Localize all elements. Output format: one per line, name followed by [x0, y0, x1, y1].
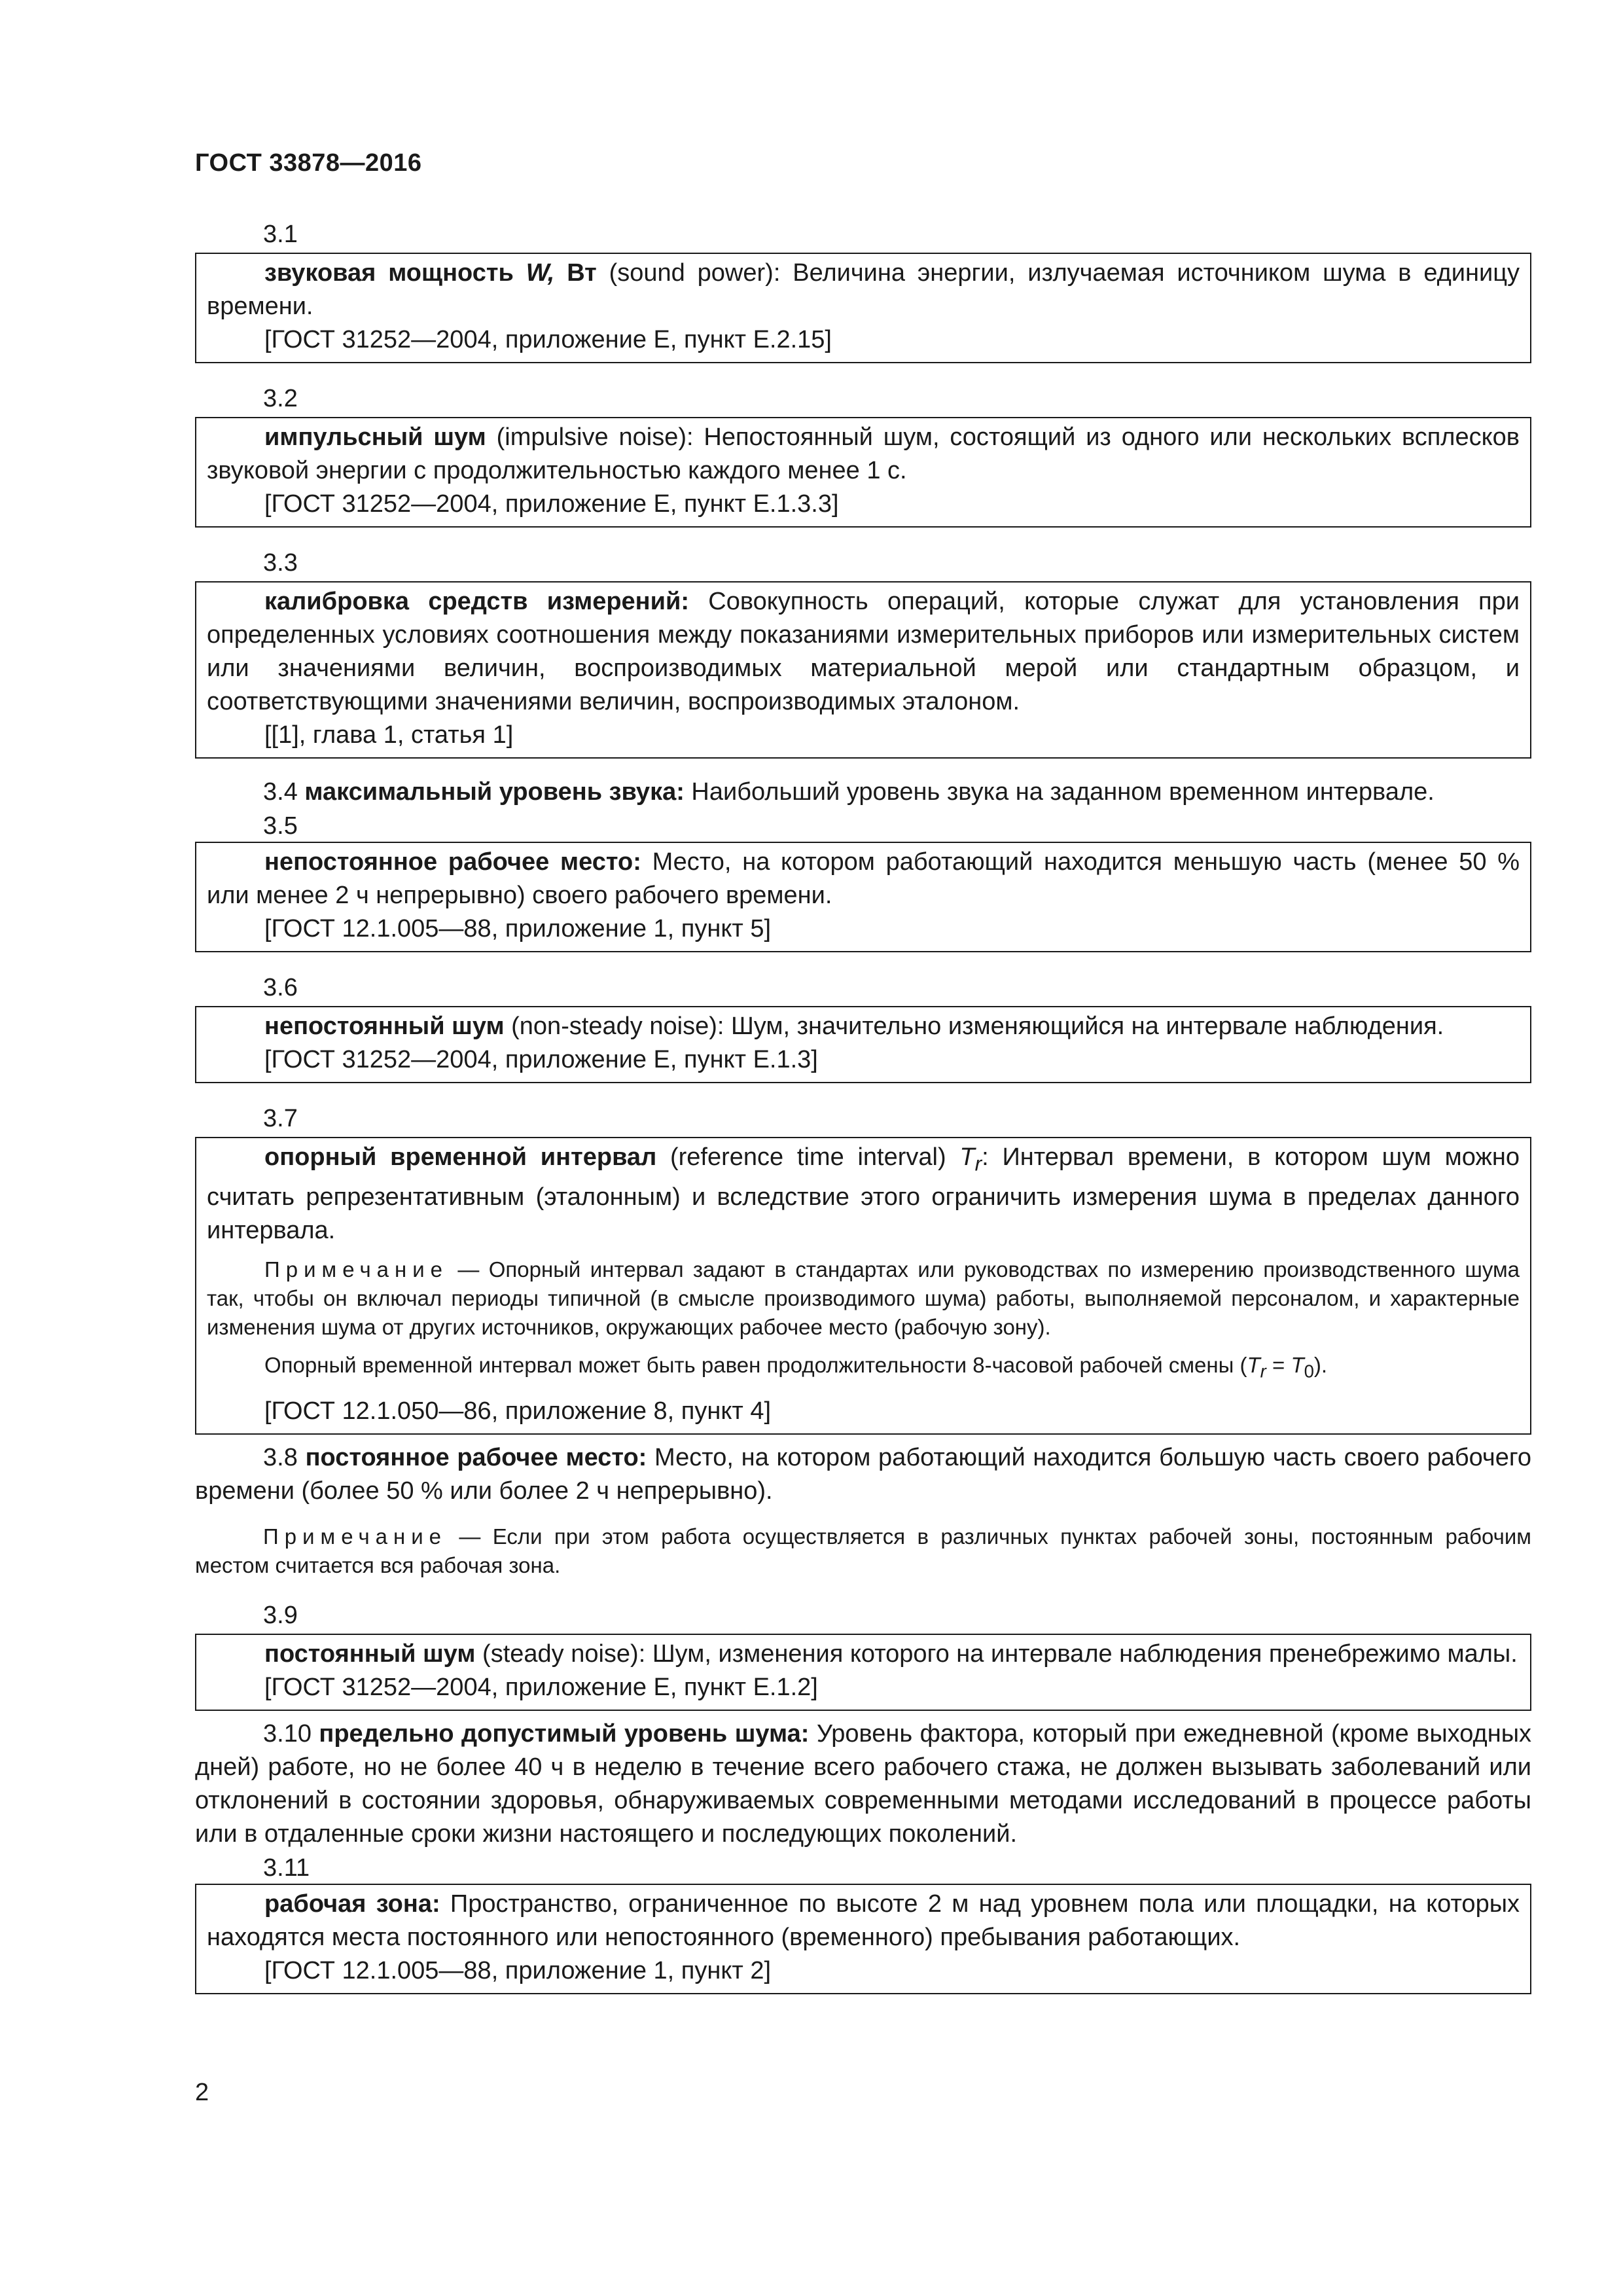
- definition-box: [195, 581, 1531, 759]
- note: [207, 1255, 1520, 1342]
- term: непостоянное рабочее место:: [264, 848, 641, 876]
- entry-number: 3.6: [263, 974, 298, 1001]
- term-unit: Вт: [554, 259, 597, 287]
- definition-body: Совокупность операций, которые служат для установления при определенных условиях соотношения между показаниями измерительных приборов или измерительных систем или значениями величин, воспроизводимых материальной мерой или стандартным образцом, и соответствующими значениями величин, воспроизводимых эталоном.: [207, 588, 1520, 715]
- entry-number: 3.3: [263, 549, 298, 577]
- entry-number: 3.5: [263, 812, 298, 840]
- note-text: Опорный временной интервал может быть равен продолжительности 8-часовой рабочей смены (: [264, 1352, 1247, 1377]
- definitions-section: [195, 216, 1531, 2011]
- term: предельно допустимый уровень шума:: [319, 1720, 810, 1748]
- symbol-subscript: r: [974, 1151, 982, 1175]
- entry-number: 3.7: [263, 1105, 298, 1132]
- entry-number: 3.8: [263, 1444, 298, 1472]
- source-reference: [ГОСТ 12.1.005—88, приложение 1, пункт 5]: [264, 915, 772, 942]
- term: постоянное рабочее место:: [305, 1444, 647, 1472]
- entry-number: 3.9: [263, 1602, 298, 1630]
- note-subscript-2: 0: [1304, 1361, 1314, 1382]
- definition-text: [207, 1010, 1520, 1043]
- source-reference: [ГОСТ 12.1.005—88, приложение 1, пункт 2]: [264, 1957, 772, 1985]
- note-end: ).: [1313, 1352, 1328, 1377]
- source-reference: [ГОСТ 31252—2004, приложение Е, пункт Е.1.3.3]: [264, 490, 839, 518]
- entry-number: 3.2: [263, 385, 298, 412]
- term: максимальный уровень звука:: [304, 778, 685, 806]
- definition-box: [195, 1884, 1531, 1994]
- definition-body-cont: : Интервал времени, в котором шум можно считать репрезентативным (эталонным) и вследствие этого ограничить измерения шума в пределах данного интервала.: [207, 1143, 1520, 1244]
- term: рабочая зона:: [264, 1890, 440, 1918]
- definition-body: Уровень фактора, который при ежедневной (кроме выходных дней) работе, но не более 40 ч в неделю в течение всего рабочего стажа, не должен вызывать заболеваний или отклонений в состоянии здоровья, обнаруживаемых современными методами исследований в процессе работы или в отдаленные сроки жизни настоящего и последующих поколений.: [195, 1720, 1532, 1848]
- note: [195, 1522, 1531, 1580]
- note-label: Примечание: [263, 1524, 448, 1549]
- definition-text: [195, 776, 1531, 809]
- term: постоянный шум: [264, 1640, 476, 1668]
- definition-body: (impulsive noise): Непостоянный шум, состоящий из одного или нескольких всплесков звуковой энергии с продолжительностью каждого менее 1 с.: [207, 423, 1520, 484]
- entry-number: 3.1: [263, 221, 298, 248]
- term: калибровка средств измерений:: [264, 588, 690, 615]
- term: непостоянный шум: [264, 1013, 505, 1040]
- definition-text: [195, 1441, 1531, 1508]
- definition-box: [195, 417, 1531, 528]
- entry-number: 3.11: [263, 1854, 310, 1882]
- definition-box: [195, 1634, 1531, 1711]
- definition-text: [207, 257, 1520, 323]
- definition-text: [207, 421, 1520, 488]
- definition-box: [195, 842, 1531, 952]
- entry-number: 3.10: [263, 1720, 312, 1748]
- note-subscript: r: [1260, 1361, 1266, 1382]
- definition-body: Место, на котором работающий находится большую часть своего рабочего времени (более 50 % или более 2 ч непрерывно).: [195, 1444, 1532, 1505]
- note-variable: T: [1247, 1352, 1260, 1377]
- page-number: 2: [195, 2079, 209, 2106]
- definition-body: (non-steady noise): Шум, значительно изменяющийся на интервале наблюдения.: [504, 1013, 1444, 1040]
- definition-body: (sound power): Величина энергии, излучаемая источником шума в единицу времени.: [207, 259, 1520, 320]
- definition-text: [207, 1638, 1520, 1671]
- term: импульсный шум: [264, 423, 486, 451]
- document-header: ГОСТ 33878—2016: [195, 149, 422, 177]
- source-reference: [ГОСТ 31252—2004, приложение Е, пункт Е.2.15]: [264, 326, 832, 353]
- term-variable: W,: [526, 259, 555, 287]
- symbol-variable: T: [959, 1143, 975, 1171]
- definition-body: (reference time interval): [656, 1143, 960, 1171]
- definition-body: Место, на котором работающий находится меньшую часть (менее 50 % или менее 2 ч непрерывно) своего рабочего времени.: [207, 848, 1520, 909]
- note-text: — Если при этом работа осуществляется в различных пунктах рабочей зоны, постоянным рабочим местом считается вся рабочая зона.: [195, 1524, 1531, 1578]
- definition-box: [195, 253, 1531, 363]
- note-text: — Опорный интервал задают в стандартах или руководствах по измерению производственного шума так, чтобы он включал периоды типичной (в смысле производимого шума) работы, выполняемой персоналом, и характерные изменения шума от других источников, окружающих рабочее место (рабочую зону).: [207, 1257, 1520, 1339]
- definition-body: Пространство, ограниченное по высоте 2 м над уровнем пола или площадки, на которых находятся места постоянного или непостоянного (временного) пребывания работающих.: [207, 1890, 1520, 1952]
- definition-text: [195, 1717, 1531, 1851]
- entry-number: 3.4: [263, 778, 298, 806]
- source-reference: [ГОСТ 31252—2004, приложение Е, пункт Е.1.2]: [264, 1674, 818, 1702]
- definition-body: Наибольший уровень звука на заданном временном интервале.: [684, 778, 1435, 806]
- term: опорный временной интервал: [264, 1143, 657, 1171]
- definition-box: [195, 1137, 1531, 1435]
- definition-body: (steady noise): Шум, изменения которого на интервале наблюдения пренебрежимо малы.: [475, 1640, 1518, 1668]
- term: звуковая мощность: [264, 259, 526, 287]
- note-label: Примечание: [264, 1257, 449, 1282]
- source-reference: [ГОСТ 12.1.050—86, приложение 8, пункт 4]: [264, 1397, 772, 1426]
- note-variable-2: T: [1291, 1352, 1304, 1377]
- source-reference: [[1], глава 1, статья 1]: [264, 721, 514, 749]
- definition-box: [195, 1006, 1531, 1083]
- note-continuation: [207, 1351, 1520, 1386]
- source-reference: [ГОСТ 31252—2004, приложение Е, пункт Е.1.3]: [264, 1046, 818, 1073]
- definition-text: [207, 846, 1520, 912]
- definition-text: [207, 585, 1520, 719]
- definition-text: [207, 1888, 1520, 1954]
- definition-text: [207, 1141, 1520, 1247]
- note-equals: =: [1266, 1352, 1291, 1377]
